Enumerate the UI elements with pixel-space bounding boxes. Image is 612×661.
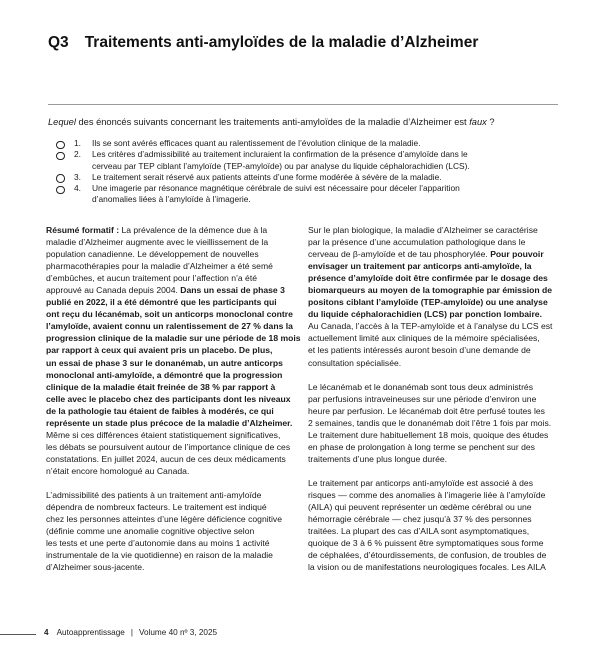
option-number: 3. [74,171,81,182]
option-number: 4. [74,183,81,194]
question-text: des énoncés suivants concernant les traitements anti-amyloïdes de la maladie d’Alzheimer est [75,117,470,127]
radio-button-icon[interactable] [56,152,65,161]
option-line: Les critères d’admissibilité au traitement incluraient la confirmation de la présence d’amyloïde dans le [92,149,468,160]
page-number: 4 [44,628,49,637]
title-text: Traitements anti-amyloïdes de la maladie d’Alzheimer [84,34,479,51]
question-number: Q3 [48,34,69,51]
option-number: 1. [74,138,81,148]
biology-key-point: Pour pouvoir envisager un traitement par anticorps anti-amyloïde, la présence d’amyloïde doit être confirmée par le dosage des biomarqueurs au moyen de la tomographie par émission de positons ciblant l’amyloïde (TEP-amyloïde) ou une analyse du liquide céphalorachidien (LCS) par ponction lombaire. [308,249,553,320]
option-line: Ils se sont avérés efficaces quant au ralentissement de l’évolution clinique de la maladie. [92,138,421,148]
volume-info: Volume 40 nº 3, 2025 [138,628,218,637]
administration-paragraph: Le lécanémab et le donanémab sont tous deux administrés par perfusions intraveineuses sur une période d’environ une heure par perfusion. Le lécanémab doit être perfusé toutes les 2 semaines, tandis que le donanémab doit l’être 1 fois par mois. Le traitement dure habituellement 18 mois, quoique des études en phase de prolongation à long terme se penchent sur des traitements d’une plus longue durée. [308,381,552,464]
answer-option-4[interactable] [56,183,556,206]
biology-paragraph [308,224,566,369]
summary-text: La prévalence de la démence due à la maladie d’Alzheimer augmente avec le vieillissement de la population canadienne. Le développement de nouvelles pharmacothérapies pour la maladie d’Alzheimer a été semé d’embûches, et aucun traitement pour l’affection n’a été approuvé au Canada depuis 2004. [46,225,273,296]
risks-paragraph: Le traitement par anticorps anti-amyloïde est associé à des risques — comme des anomalies à l’imagerie liée à l’amyloïde (AILA) qui peuvent représenter un œdème cérébral ou une hémorragie cérébrale — chez jusqu’à 37 % des personnes traitées. La plupart des cas d’AILA sont asymptomatiques, quoique de 3 à 6 % puissent être symptomatiques sous forme de céphalées, d’étourdissements, de confusion, de troubles de la vision ou de manifestations neurologiques focales. Les AILA [308,477,547,573]
radio-button-icon[interactable] [56,141,65,150]
footer-rule [0,634,36,635]
option-line: cerveau par TEP ciblant l’amyloïde (TEP-amyloïde) ou par analyse du liquide céphalorachidien (LCS). [92,160,470,171]
publication-name: Autoapprentissage [56,628,125,637]
section-divider [48,104,558,105]
option-line: d’anomalies liées à l’amyloïde à l’imagerie. [92,194,251,205]
biology-text: Au Canada, l’accès à la TEP-amyloïde et à l’analyse du LCS est actuellement limité aux cliniques de la mémoire spécialisées, et les patients intéressés auront besoin d’une demande de consultation spécialisée. [308,321,553,368]
answer-option-2[interactable] [56,149,556,172]
footer-separator: | [130,628,133,637]
summary-paragraph [46,224,304,477]
answer-options [56,138,556,206]
radio-button-icon[interactable] [56,174,65,183]
summary-text: Même si ces différences étaient statistiquement significatives, les débats se poursuivent autour de l’importance clinique de ces constatations. En juillet 2024, aucun de ces deux médicaments n’était encore homologué au Canada. [46,429,291,476]
summary-key-finding: Dans un essai de phase 3 publié en 2022, il a été démontré que les participants qui ont reçu du lécanémab, soit un anticorps monoclonal contre l’amyloïde, avaient connu un ralentissement de 27 % dans la progression clinique de la maladie sur une période de 18 mois par rapport à ceux qui avaient pris un placebo. De plus, un essai de phase 3 sur le donanémab, un autre anticorps monoclonal anti-amyloïde, a démontré que la progression clinique de la maladie était freinée de 38 % par rapport à celle avec le placebo chez des participants dont les niveaux de la pathologie tau étaient de faibles à modérés, ce qui représente un stade plus précoce de la maladie d’Alzheimer. [46,285,301,428]
page-footer [44,627,217,639]
page-title [48,34,478,52]
summary-label: Résumé formatif : [46,225,120,235]
answer-option-1[interactable] [56,138,556,149]
question-end: ? [486,117,495,127]
question-keyword: faux [469,117,487,127]
question-lead: Lequel [48,117,76,127]
option-line: Le traitement serait réservé aux patients atteints d’une forme modérée à sévère de la maladie. [92,171,442,182]
radio-button-icon[interactable] [56,186,65,195]
option-number: 2. [74,149,81,160]
question-stem [48,116,568,128]
eligibility-paragraph: L’admissibilité des patients à un traitement anti-amyloïde dépendra de nombreux facteurs. Le traitement est indiqué chez les personnes atteintes d’une légère déficience cognitive (définie comme une anomalie cognitive objective selon les tests et une perte d’autonomie dans au moins 1 activité instrumentale de la vie quotidienne) en raison de la maladie d’Alzheimer sous-jacente. [46,489,283,573]
left-column [46,224,304,573]
answer-option-3[interactable] [56,172,556,183]
biology-text: Sur le plan biologique, la maladie d’Alzheimer se caractérise par la présence d’une accumulation pathologique dans le cerveau de β-amyloïde et de tau phosphorylée. [308,225,538,260]
option-line: Une imagerie par résonance magnétique cérébrale de suivi est nécessaire pour déceler l’apparition [92,183,460,194]
right-column [308,224,566,573]
